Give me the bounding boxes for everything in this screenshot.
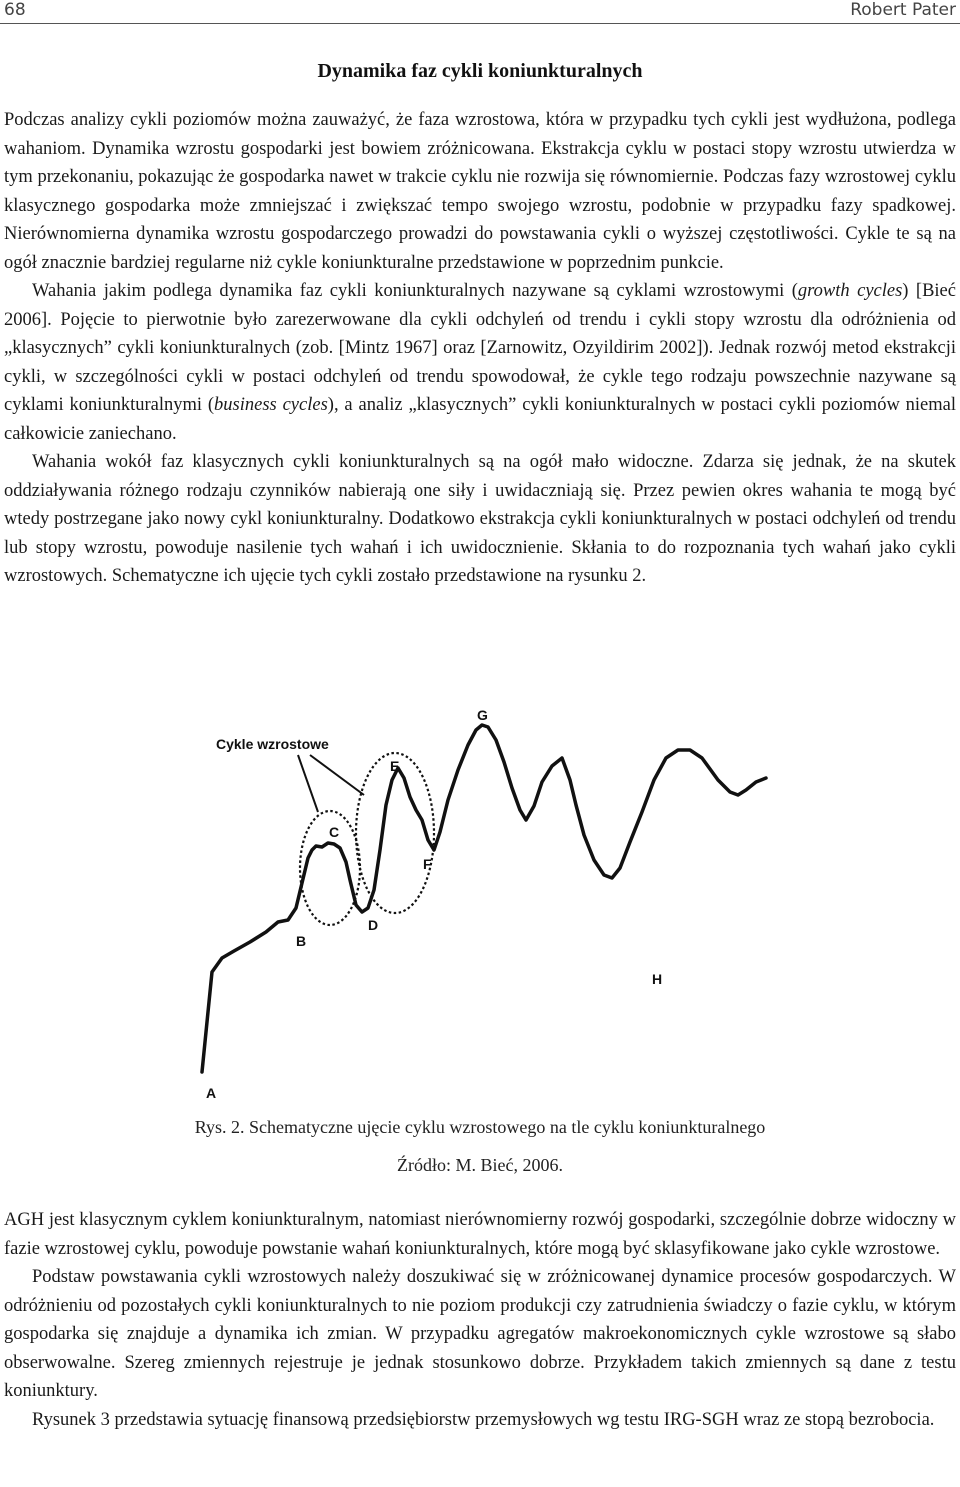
growth-cycles-term: growth cycles [797, 281, 903, 301]
pointer-line-2 [310, 755, 364, 795]
running-head [0, 0, 960, 22]
section-title: Dynamika faz cykli koniunkturalnych [317, 60, 643, 82]
paragraph-4: AGH jest klasycznym cyklem koniunkturalnym, natomiast nierównomierny rozwój gospodarki, szczególnie dobrze widoczny w fazie wzrostowej cyklu, powoduje powstanie wahań koniunkturalnych, które mogą być sklasyfikowane jako cykle wzrostowe. [4, 1210, 956, 1259]
upper-text-block [4, 106, 956, 591]
point-label-h: H [652, 971, 663, 987]
business-cycles-term: business cycles [214, 395, 328, 415]
point-label-b: B [296, 933, 307, 949]
point-label-a: A [206, 1085, 217, 1100]
figure-growth-cycles [170, 700, 790, 1100]
point-label-f: F [423, 856, 432, 872]
paragraph-3: Wahania wokół faz klasycznych cykli koniunkturalnych są na ogół mało widoczne. Zdarza się jednak, że na skutek oddziaływania różnego rodzaju czynników nabierają one siły i uwidaczniają się. Przez pewien okres wahania te mogą być wtedy postrzegane jako nowy cykl koniunkturalny. Dodatkowo ekstrakcja cykli koniunkturalnych w postaci odchyleń od trendu lub stopy wzrostu, powoduje nasilenie tych wahań i ich uwidocznienie. Skłania to do rozpoznania tych wahań jako cykli wzrostowych. Schematyczne ich ujęcie tych cykli zostało przedstawione na rysunku 2. [4, 452, 956, 586]
point-label-d: D [368, 917, 379, 933]
figure-source: Źródło: M. Bieć, 2006. [397, 1155, 563, 1175]
growth-cycle-diagram [170, 700, 790, 1100]
header-rule [0, 23, 960, 24]
growth-cycles-label: Cykle wzrostowe [216, 736, 329, 752]
pointer-line-1 [298, 755, 318, 812]
point-label-c: C [329, 824, 340, 840]
point-label-e: E [390, 758, 400, 774]
page-number: 68 [4, 0, 26, 20]
paragraph-1: Podczas analizy cykli poziomów można zauważyć, że faza wzrostowa, która w przypadku tych cykli jest wydłużona, podlega wahaniom. Dynamika wzrostu gospodarki jest bowiem zróżnicowana. Ekstrakcja cyklu w postaci stopy wzrostu utwierdza w tym przekonaniu, pokazując że gospodarka nawet w trakcie cyklu nie rozwija się równomiernie. Podczas fazy wzrostowej cyklu klasycznego gospodarka może zmniejszać i zwiększać tempo swojego wzrostu, podobnie w przypadku fazy spadkowej. Nierównomierna dynamika wzrostu gospodarczego prowadzi do powstawania cykli o wyższej częstotliwości. Cykle te są na ogół znacznie bardziej regularne niż cykle koniunkturalne przedstawione w poprzednim punkcie. [4, 110, 956, 273]
point-label-g: G [477, 707, 488, 723]
paragraph-2: Wahania jakim podlega dynamika faz cykli koniunkturalnych nazywane są cyklami wzrostowymi (growth cycles) [Bieć 2006]. Pojęcie to pierwotnie było zarezerwowane dla cykli odchyleń od trendu i cykli stopy wzrostu dla odróżnienia od „klasycznych” cykli koniunkturalnych (zob. [Mintz 1967] oraz [Zarnowitz, Ozyildirim 2002]). Jednak rozwój metod ekstrakcji cykli, w szczególności cykli w postaci odchyleń od trendu spowodował, że cykle tego rodzaju powszechnie nazywane są cyklami koniunkturalnymi (business cycles), a analiz „klasycznych” cykli koniunkturalnych w postaci cykli poziomów niemal całkowicie zaniechano. [4, 281, 956, 444]
paragraph-6: Rysunek 3 przedstawia sytuację finansową przedsiębiorstw przemysłowych wg testu IRG-SGH wraz ze stopą bezrobocia. [32, 1409, 935, 1430]
business-cycle-curve [202, 725, 766, 1072]
running-head-author: Robert Pater [850, 0, 956, 20]
figure-caption: Rys. 2. Schematyczne ujęcie cyklu wzrostowego na tle cyklu koniunkturalnego [194, 1117, 766, 1137]
lower-text-block [4, 1206, 956, 1434]
paragraph-5: Podstaw powstawania cykli wzrostowych należy doszukiwać się w zróżnicowanej dynamice procesów gospodarczych. W odróżnieniu od pozostałych cykli koniunkturalnych to nie poziom produkcji czy zatrudnienia świadczy o fazie cyklu, w którym gospodarka się znajduje a dynamika ich zmian. W przypadku agregatów makroekonomicznych cykle wzrostowe są słabo obserwowalne. Szereg zmiennych rejestruje je jednak stosunkowo dobrze. Przykładem takich zmiennych są dane z testu koniunktury. [4, 1267, 956, 1401]
